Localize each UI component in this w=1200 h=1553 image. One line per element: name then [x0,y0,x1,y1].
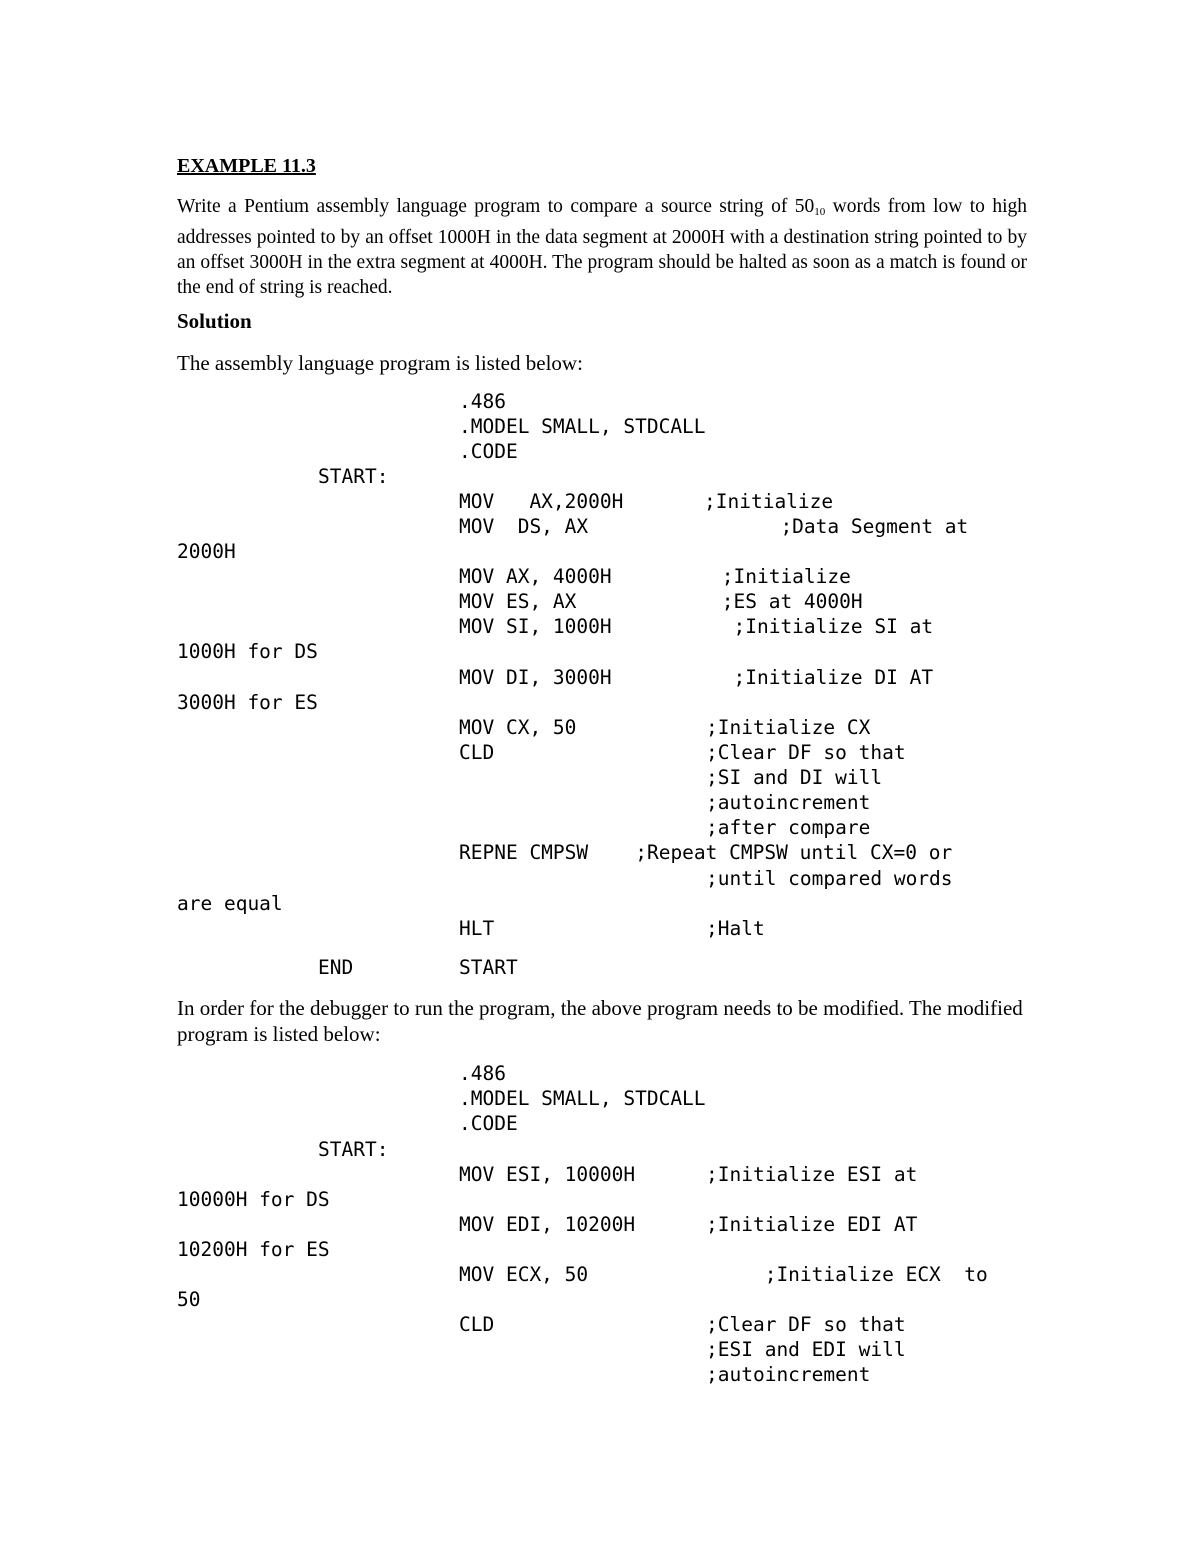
code-instruction: MOV CX, 50 [459,716,577,739]
code-wrap: are equal [177,892,283,915]
code-instruction: CLD [459,741,495,764]
code-instruction: MOV ECX, 50 [459,1263,589,1286]
code-line: .486 [459,390,506,413]
code-comment: ;Clear DF so that [706,1313,906,1336]
code-comment: ;Initialize EDI AT [706,1213,918,1236]
code-label: START: [318,1138,389,1161]
code-comment: ;Initialize ESI at [706,1163,918,1186]
code-wrap: 50 [177,1288,201,1311]
code-wrap: 10200H for ES [177,1238,330,1261]
code-instruction: MOV AX,2000H [459,490,624,513]
problem-text-part2: words from low to high addresses pointed to by an offset 1000H in the data segment at 2000H with a destination string pointed to by an offset 3000H in the extra segment at 4000H. The program should be halted as soon as a match is found or the end of string is reached. [177,196,1027,298]
code-instruction: MOV ESI, 10000H [459,1163,636,1186]
code-comment: ;Repeat CMPSW until CX=0 or [600,841,953,864]
code-comment: ;Clear DF so that [706,741,906,764]
code-comment: ;Initialize SI at [710,615,934,638]
code-line: .CODE [459,1112,518,1135]
code-wrap: 3000H for ES [177,691,318,714]
intro-paragraph: The assembly language program is listed below: [177,351,583,375]
code-instruction: MOV DI, 3000H [459,666,612,689]
code-wrap: 10000H for DS [177,1188,330,1211]
code-line: .MODEL SMALL, STDCALL [459,1087,706,1110]
code-comment: ;ES at 4000H [710,590,863,613]
problem-subscript: 10 [814,206,826,218]
code-comment: ;Initialize [704,490,834,513]
code-instruction: MOV AX, 4000H [459,565,612,588]
transition-paragraph: In order for the debugger to run the program, the above program needs to be modified. The modified program is listed below: [177,996,1023,1046]
code-instruction: MOV ES, AX [459,590,577,613]
code-comment: ;Initialize ECX to [706,1263,988,1286]
problem-statement [177,194,1027,300]
example-heading: EXAMPLE 11.3 [177,155,316,177]
code-end-label: START [459,956,518,979]
code-instruction: MOV SI, 1000H [459,615,612,638]
code-comment: ;ESI and EDI will [706,1338,906,1361]
code-comment: ;Data Segment at [710,515,969,538]
code-wrap: 2000H [177,540,236,563]
solution-heading: Solution [177,309,252,333]
code-instruction: REPNE CMPSW [459,841,589,864]
code-instruction: MOV EDI, 10200H [459,1213,636,1236]
code-comment: ;Initialize [710,565,851,588]
code-comment: ;after compare [706,816,871,839]
code-wrap: 1000H for DS [177,640,318,663]
code-comment: ;Initialize CX [706,716,871,739]
code-comment: ;SI and DI will [706,766,883,789]
code-comment: ;autoincrement [706,791,871,814]
code-line: .CODE [459,440,518,463]
code-line: .MODEL SMALL, STDCALL [459,415,706,438]
code-instruction: CLD [459,1313,495,1336]
code-instruction: HLT [459,917,495,940]
code-label: START: [318,465,389,488]
code-comment: ;Halt [706,917,765,940]
code-line: .486 [459,1062,506,1085]
code-comment: ;Initialize DI AT [710,666,934,689]
problem-text-part1: Write a Pentium assembly language program to compare a source string of 50 [177,196,815,217]
code-comment: ;until compared words [706,867,953,890]
code-end-keyword: END [318,956,354,979]
code-instruction: MOV DS, AX [459,515,589,538]
code-comment: ;autoincrement [706,1363,871,1386]
